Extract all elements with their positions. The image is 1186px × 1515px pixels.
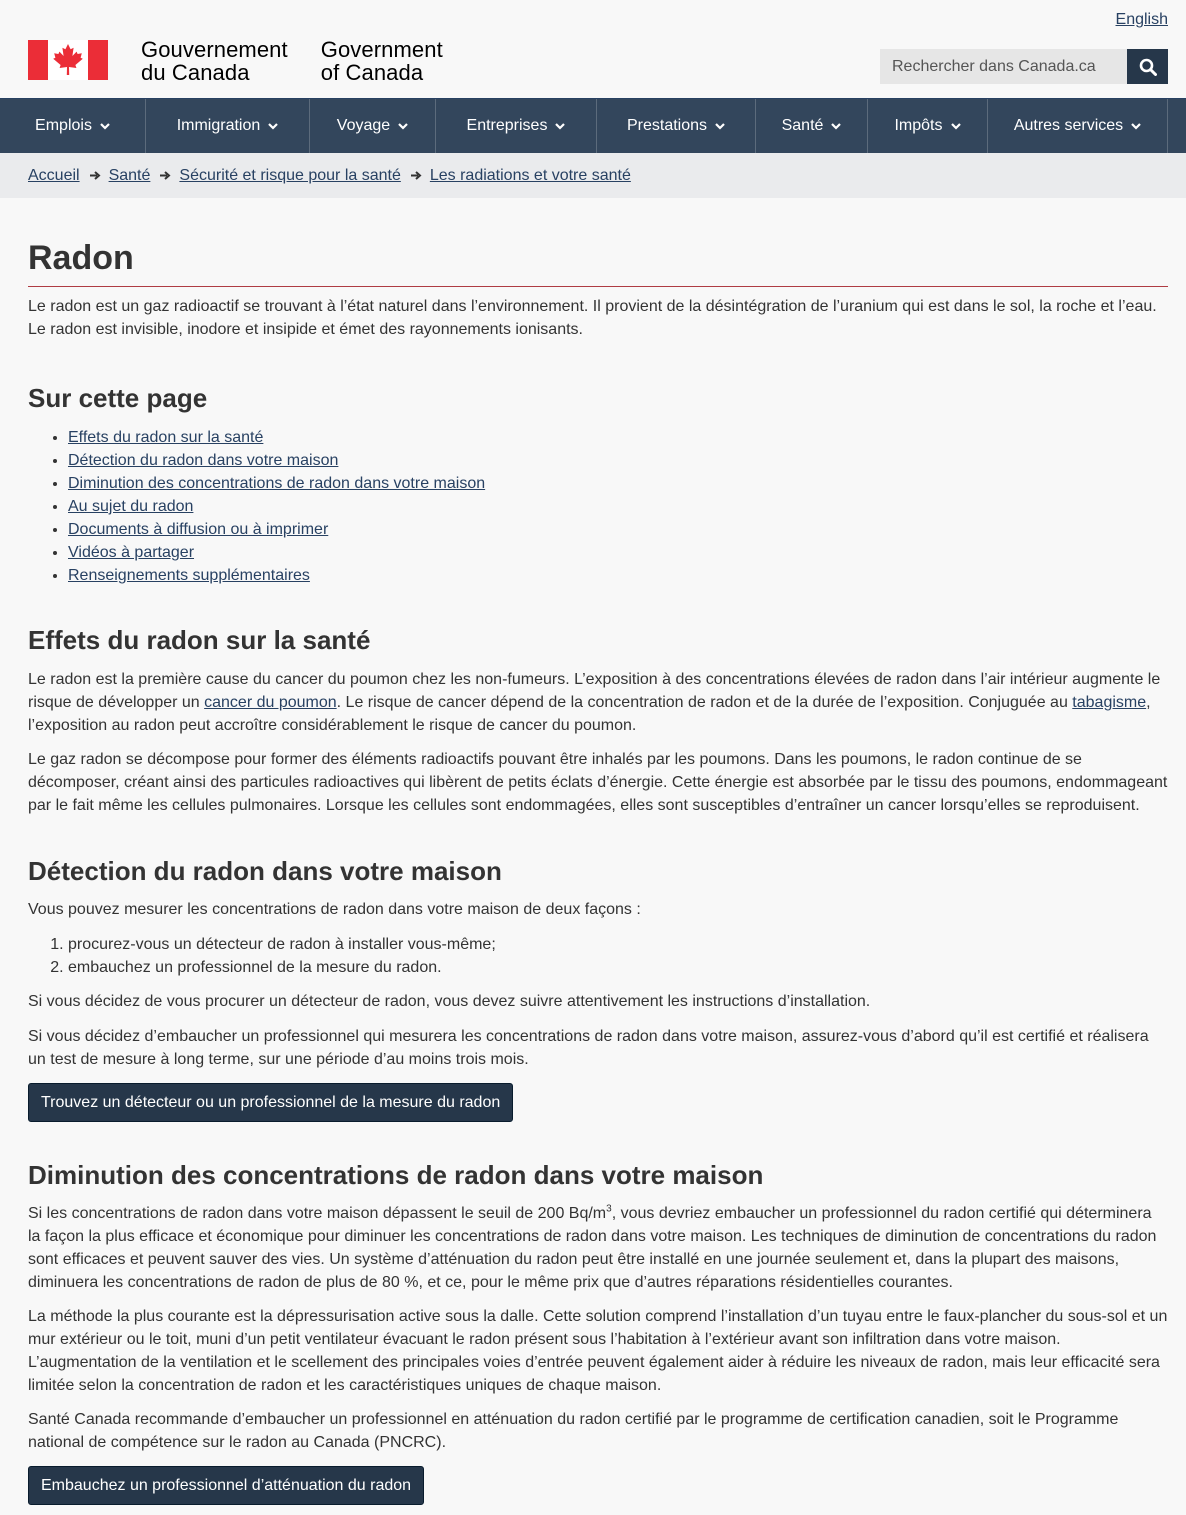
hire-mitigation-professional-button[interactable]: Embauchez un professionnel d’atténuation du radon [28, 1466, 424, 1505]
effects-paragraph-1 [28, 668, 1168, 737]
site-header [0, 0, 1186, 98]
detection-paragraph-3: Si vous décidez d’embaucher un professionnel qui mesurera les concentrations de radon dans votre maison, assurez-vous d’abord qu’il est certifié et réalisera un test de mesure à long terme, sur une période d’au moins trois mois. [28, 1028, 1149, 1068]
detection-section [28, 855, 1168, 1122]
toc-link-detection[interactable]: Détection du radon dans votre maison [68, 452, 339, 469]
detection-step: 1. procurez-vous un détecteur de radon à installer vous-même; [68, 933, 1168, 956]
detection-steps [28, 933, 1168, 979]
detection-paragraph-2: Si vous décidez de vous procurer un détecteur de radon, vous devez suivre attentivement les instructions d’installation. [28, 993, 871, 1010]
search-input[interactable] [880, 49, 1127, 84]
site-search [880, 49, 1168, 84]
toc-link-diminution[interactable]: Diminution des concentrations de radon dans votre maison [68, 475, 486, 492]
toc-item [68, 426, 1168, 449]
toc-item [68, 495, 1168, 518]
effects-heading: Effets du radon sur la santé [28, 625, 371, 655]
arrow-right-icon [160, 171, 171, 180]
reduction-section [28, 1159, 1168, 1505]
detection-heading: Détection du radon dans votre maison [28, 856, 502, 886]
breadcrumb-link-accueil[interactable]: Accueil [28, 166, 80, 184]
nav-item-voyage[interactable] [309, 99, 435, 153]
toc-item [68, 518, 1168, 541]
reduction-paragraph-3: Santé Canada recommande d’embaucher un professionnel en atténuation du radon certifié par le programme de certification canadien, soit le Programme national de compétence sur le radon au Canada (PNCRC). [28, 1411, 1119, 1451]
chevron-down-icon [398, 123, 408, 130]
chevron-down-icon [268, 123, 278, 130]
nav-item-label: Voyage [336, 117, 391, 134]
reduction-paragraph-1 [28, 1202, 1168, 1294]
toc-item [68, 564, 1168, 587]
toc-list [28, 426, 1168, 587]
nav-item-label: Immigration [176, 117, 261, 134]
toc-item [68, 449, 1168, 472]
nav-item-sante[interactable] [755, 99, 867, 153]
chevron-down-icon [100, 123, 110, 130]
search-button[interactable] [1127, 49, 1168, 84]
canada-flag-icon [28, 40, 108, 80]
chevron-down-icon [1131, 123, 1141, 130]
nav-item-label: Impôts [894, 117, 943, 134]
toc-link-effets[interactable]: Effets du radon sur la santé [68, 429, 264, 446]
toc-item [68, 472, 1168, 495]
government-signature[interactable] [28, 37, 443, 85]
breadcrumb [0, 153, 1186, 198]
toc-item [68, 541, 1168, 564]
wordmark-en-line2: of Canada [320, 60, 424, 85]
toc-link-au-sujet[interactable]: Au sujet du radon [68, 498, 194, 515]
search-icon [1139, 58, 1157, 76]
breadcrumb-link-sante[interactable]: Santé [108, 166, 151, 184]
nav-item-impots[interactable] [867, 99, 987, 153]
effects-paragraph-2: Le gaz radon se décompose pour former des éléments radioactifs pouvant être inhalés par les poumons. Dans les poumons, le radon continue de se décomposer, créant ainsi des particules radioactives qui libèrent de petits éclats d’énergie. Cette énergie est absorbée par le tissu des poumons, endommageant par le fait même les cellules pulmonaires. Lorsque les cellules sont endommagées, elles sont susceptibles d’entraîner un cancer lorsqu’elles se reproduisent. [28, 751, 1168, 814]
reduction-heading: Diminution des concentrations de radon dans votre maison [28, 1160, 764, 1190]
nav-item-label: Entreprises [466, 117, 548, 134]
nav-item-label: Emplois [35, 117, 92, 134]
intro-paragraph: Le radon est un gaz radioactif se trouvant à l’état naturel dans l’environnement. Il provient de la désintégration de l’uranium qui est dans le sol, la roche et l’eau. Le radon est invisible, inodore et insipide et émet des rayonnements ionisants. [28, 298, 1157, 338]
toc-heading: Sur cette page [28, 383, 208, 413]
arrow-right-icon [90, 171, 101, 180]
nav-item-autres-services[interactable] [987, 99, 1168, 153]
effects-section [28, 624, 1168, 817]
page-title: Radon [28, 238, 1168, 287]
nav-item-entreprises[interactable] [435, 99, 596, 153]
chevron-down-icon [951, 123, 961, 130]
find-detector-button[interactable]: Trouvez un détecteur ou un professionnel de la mesure du radon [28, 1083, 513, 1122]
wordmark-en-line1: Government [320, 37, 443, 62]
main-content [28, 198, 1168, 1505]
language-toggle-link[interactable]: English [1115, 11, 1168, 28]
wordmark-fr-line1: Gouvernement [141, 37, 288, 62]
text-run: , l’exposition au radon peut accroître considérablement le risque de cancer du poumon. [28, 694, 1151, 734]
main-menu [0, 98, 1186, 153]
chevron-down-icon [715, 123, 725, 130]
nav-item-label: Autres services [1013, 117, 1124, 134]
wordmark-english [321, 38, 443, 84]
nav-item-immigration[interactable] [145, 99, 309, 153]
text-run: Le radon est la première cause du cancer du poumon chez les non-fumeurs. L’exposition à des concentrations élevées de radon dans l’air intérieur augmente le risque de développer un [28, 671, 1161, 711]
nav-item-prestations[interactable] [596, 99, 755, 153]
toc-link-videos[interactable]: Vidéos à partager [68, 544, 195, 561]
arrow-right-icon [411, 171, 422, 180]
breadcrumb-link-securite[interactable]: Sécurité et risque pour la santé [179, 166, 401, 184]
toc-link-documents[interactable]: Documents à diffusion ou à imprimer [68, 521, 329, 538]
text-run: Si les concentrations de radon dans votre maison dépassent le seuil de 200 Bq/m [28, 1205, 607, 1222]
wordmark [141, 38, 443, 84]
cancer-du-poumon-link[interactable]: cancer du poumon [204, 694, 337, 711]
breadcrumb-link-radiations[interactable]: Les radiations et votre santé [429, 166, 631, 184]
superscript: 3 [606, 1203, 612, 1215]
reduction-paragraph-2: La méthode la plus courante est la dépressurisation active sous la dalle. Cette solution comprend l’installation d’un tuyau entre le faux-plancher du sous-sol et un mur extérieur ou le toit, muni d’un petit ventilateur évacuant le radon présent sous l’habitation à l’extérieur avant son infiltration dans votre maison. L’augmentation de la ventilation et le scellement des principales voies d’entrée peuvent également aider à réduire les niveaux de radon, mais leur efficacité sera limitée selon la concentration de radon et les caractéristiques uniques de chaque maison. [28, 1308, 1168, 1394]
nav-item-label: Prestations [626, 117, 708, 134]
nav-item-emplois[interactable] [0, 99, 145, 153]
chevron-down-icon [555, 123, 565, 130]
nav-item-label: Santé [781, 117, 824, 134]
toc-link-renseignements[interactable]: Renseignements supplémentaires [68, 567, 310, 584]
text-run: . Le risque de cancer dépend de la concentration de radon et de la durée de l’exposition. Conjuguée au [336, 694, 1073, 711]
chevron-down-icon [831, 123, 841, 130]
wordmark-fr-line2: du Canada [141, 60, 250, 85]
toc-section [28, 382, 1168, 587]
tabagisme-link[interactable]: tabagisme [1072, 694, 1147, 711]
text-run: , vous devriez embaucher un professionnel du radon certifié qui déterminera la façon la plus efficace et économique pour diminuer les concentrations de radon dans votre maison. Les techniques de diminution de concentrations du radon sont efficaces et peuvent sauver des vies. Un système d’atténuation du radon peut être installé en une journée seulement et, dans la plupart des maisons, diminuera les concentrations de radon de plus de 80 %, et ce, pour le même prix que d’autres réparations résidentielles courantes. [28, 1205, 1157, 1291]
detection-paragraph-1: Vous pouvez mesurer les concentrations de radon dans votre maison de deux façons : [28, 901, 641, 918]
detection-step: 2. embauchez un professionnel de la mesure du radon. [68, 956, 1168, 979]
wordmark-french [141, 38, 288, 84]
